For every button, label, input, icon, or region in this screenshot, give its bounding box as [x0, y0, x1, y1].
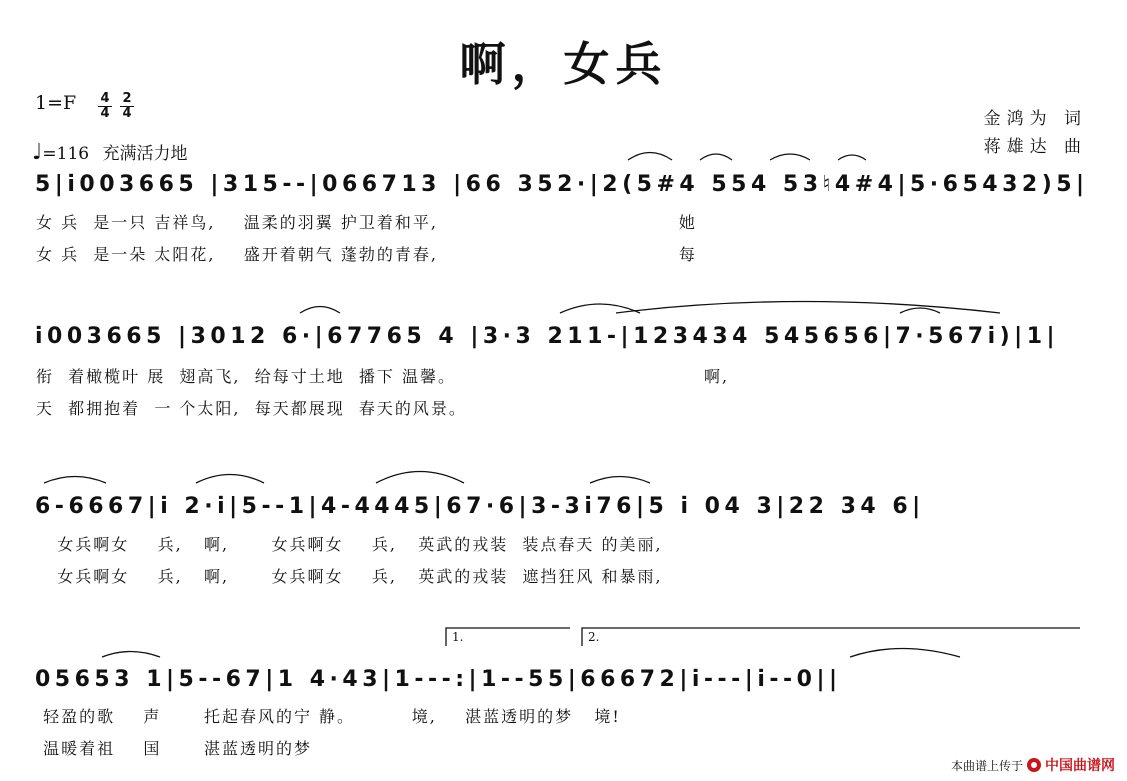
tempo-value: =116: [42, 144, 90, 164]
time-signature-4-4: [98, 92, 112, 121]
page-title: 啊，女兵: [459, 37, 668, 91]
slur-mark: [44, 477, 106, 484]
slur-mark: [770, 154, 810, 160]
slur-mark: [590, 477, 650, 484]
slur-mark: [900, 308, 940, 313]
lyrics-line-2-verse-1: 衔 着橄榄叶 展 翅高飞, 给每寸土地 播下 温馨。 啊,: [36, 367, 730, 386]
notation-line-1: 5|i̇003665 |315--|066713 |66 352·|2(5#4 554 53♮4#4|5·65432)5|: [35, 172, 1089, 197]
lyricist-credit: 金鸿为 词: [983, 109, 1087, 129]
composer-credit: 蒋雄达 曲: [983, 137, 1087, 157]
lyrics-line-3-verse-2: 女兵啊女 兵, 啊, 女兵啊女 兵, 英武的戎装 遮挡狂风 和暴雨,: [36, 567, 663, 586]
time-signature-numerator: 4: [98, 92, 112, 107]
slur-mark: [850, 649, 960, 658]
notation-line-4: 05653 1|5--67|1 4·43|1---:|1--55|66672|i̇---|i̇--0||: [35, 667, 842, 692]
notation-line-3: 6-6667|i̇ 2·i̇|5--1|4-4445|67·6|3-3i̇76|5 i̇ 04 3|22 34 6|: [35, 494, 925, 519]
key-signature: 1=F: [35, 92, 77, 114]
footer-watermark: [951, 755, 1115, 775]
lyrics-line-4-verse-1: 轻盈的歌 声 托起春风的宁 静。 境, 湛蓝透明的梦 境!: [36, 707, 621, 726]
expression-marking: 充满活力地: [102, 144, 188, 164]
slur-mark: [700, 154, 732, 160]
notation-line-2: i̇003665 |3012 6·|67765 4 |3·3 211-|123434 545656|7·567i̇)|1|: [35, 324, 1060, 349]
volta-first-ending: 1.: [452, 630, 464, 644]
slur-mark: [560, 304, 640, 313]
time-signature-denominator: 4: [100, 106, 110, 121]
slur-mark: [102, 652, 160, 658]
lyrics-line-4-verse-2: 温暖着祖 国 湛蓝透明的梦: [36, 739, 312, 758]
volta-second-ending: 2.: [588, 630, 600, 644]
lyrics-line-2-verse-2: 天 都拥抱着 一 个太阳, 每天都展现 春天的风景。: [36, 399, 467, 418]
tempo-marking: [32, 139, 188, 165]
time-signature-2-4: [120, 92, 134, 121]
quarter-note-icon: ♩: [32, 140, 43, 165]
footer-brand: 中国曲谱网: [1045, 758, 1115, 774]
footer-text: 本曲谱上传于: [950, 758, 1023, 773]
time-signature-numerator: 2: [120, 92, 134, 107]
volta-bracket: [582, 628, 1080, 646]
slur-mark: [616, 302, 1000, 314]
slur-mark: [300, 307, 340, 314]
slur-mark: [196, 475, 264, 484]
site-logo-icon: [1027, 758, 1041, 772]
time-signature-denominator: 4: [122, 106, 132, 121]
lyrics-line-3-verse-1: 女兵啊女 兵, 啊, 女兵啊女 兵, 英武的戎装 装点春天 的美丽,: [36, 535, 663, 554]
slur-mark: [838, 155, 866, 160]
slur-mark: [376, 472, 464, 484]
lyrics-line-1-verse-2: 女 兵 是一朵 太阳花, 盛开着朝气 蓬勃的青春, 每: [36, 245, 697, 264]
slur-mark: [628, 153, 672, 161]
lyrics-line-1-verse-1: 女 兵 是一只 吉祥鸟, 温柔的羽翼 护卫着和平, 她: [36, 213, 697, 232]
volta-bracket: [446, 628, 570, 646]
